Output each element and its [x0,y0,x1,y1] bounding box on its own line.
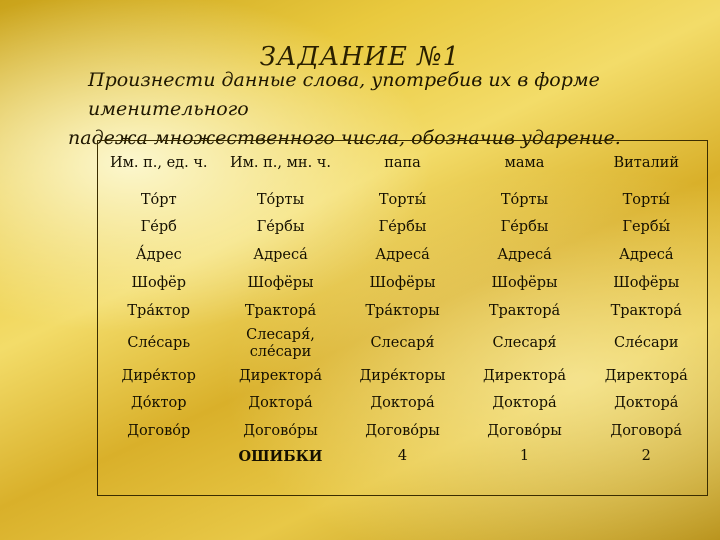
table-cell: Догово́ры [487,423,562,440]
table-row [98,214,708,242]
table-cell: Торты́ [378,191,427,208]
table-cell: Доктора́ [492,395,557,412]
table-cell: Договора́ [610,423,683,440]
table-row [98,362,708,390]
table-cell: Трактора́ [244,302,317,319]
errors-count-mama: 1 [519,447,530,464]
table-cell: Адреса́ [497,247,552,264]
empty-cell [98,446,220,496]
table-cell: Ге́рбы [500,219,549,236]
table-cell: Доктора́ [248,395,313,412]
table-cell: То́рты [500,191,549,208]
table-cell: Сле́сарь [127,335,191,352]
errors-label: ОШИБКИ [238,447,323,465]
table-cell: То́рты [256,191,305,208]
table-cell: Доктора́ [614,395,679,412]
table-cell: Ге́рбы [378,219,427,236]
table-cell: Слесаря́ [492,335,557,352]
table-row [98,325,708,362]
table-row [98,390,708,418]
table-cell: Ге́рб [140,219,177,236]
header-cell: Им. п., ед. ч. [109,155,208,172]
instruction-line-1: Произнести данные слова, употребив их в форме именительного [88,69,600,120]
table-row [98,242,708,270]
table-cell: Трактора́ [610,302,682,319]
table-cell: Трактора́ [488,302,561,319]
table-cell: Директора́ [238,367,323,384]
table-cell: Дире́кторы [359,367,446,384]
errors-count-vitaliy: 2 [641,447,651,464]
table-cell: Ге́рбы [256,219,305,236]
table-cell: То́рт [140,191,177,208]
table-cell: Догово́ры [365,423,440,440]
header-cell: мама [504,155,545,172]
header-cell: Виталий [613,155,680,172]
instruction-line-2: падежа множественного числа, обозначив ударение. [68,127,621,149]
table-cell: Слесаря́ [370,335,435,352]
table-cell: Гербы́ [622,219,671,236]
table-cell: Шофёр [131,275,186,292]
header-cell: папа [384,155,421,172]
table-cell: Торты́ [622,191,670,208]
table-header-row [98,141,708,187]
table-cell: Адреса́ [618,247,674,264]
table-cell: Директора́ [482,367,567,384]
table-cell: А́дрес [135,247,182,264]
table-cell: Адреса́ [253,247,308,264]
stress-table [97,140,708,496]
table-row [98,186,708,214]
table-cell: Шофёры [247,275,314,292]
errors-row [98,446,708,496]
table-cell: Догово́р [127,423,191,440]
table-cell: Директора́ [604,367,688,384]
table-row [98,297,708,325]
table-cell: Сле́сари [613,335,679,352]
table-cell: Дире́ктор [121,367,196,384]
table-cell: Слесаря́, сле́сари [246,326,315,360]
table-cell: Адреса́ [375,247,430,264]
table-cell: Шофёры [369,275,436,292]
table-row [98,270,708,298]
table-cell: Тра́ктор [127,302,191,319]
table-cell: До́ктор [130,395,187,412]
table-cell: Догово́ры [243,423,318,440]
table-cell: Шофёры [613,275,680,292]
table-cell: Шофёры [491,275,558,292]
slide-title: ЗАДАНИЕ №1 [259,42,461,72]
errors-count-papa: 4 [397,447,408,464]
table-cell: Тра́кторы [365,302,440,319]
header-cell: Им. п., мн. ч. [230,155,331,172]
table-cell: Доктора́ [370,395,435,412]
table-row [98,418,708,446]
